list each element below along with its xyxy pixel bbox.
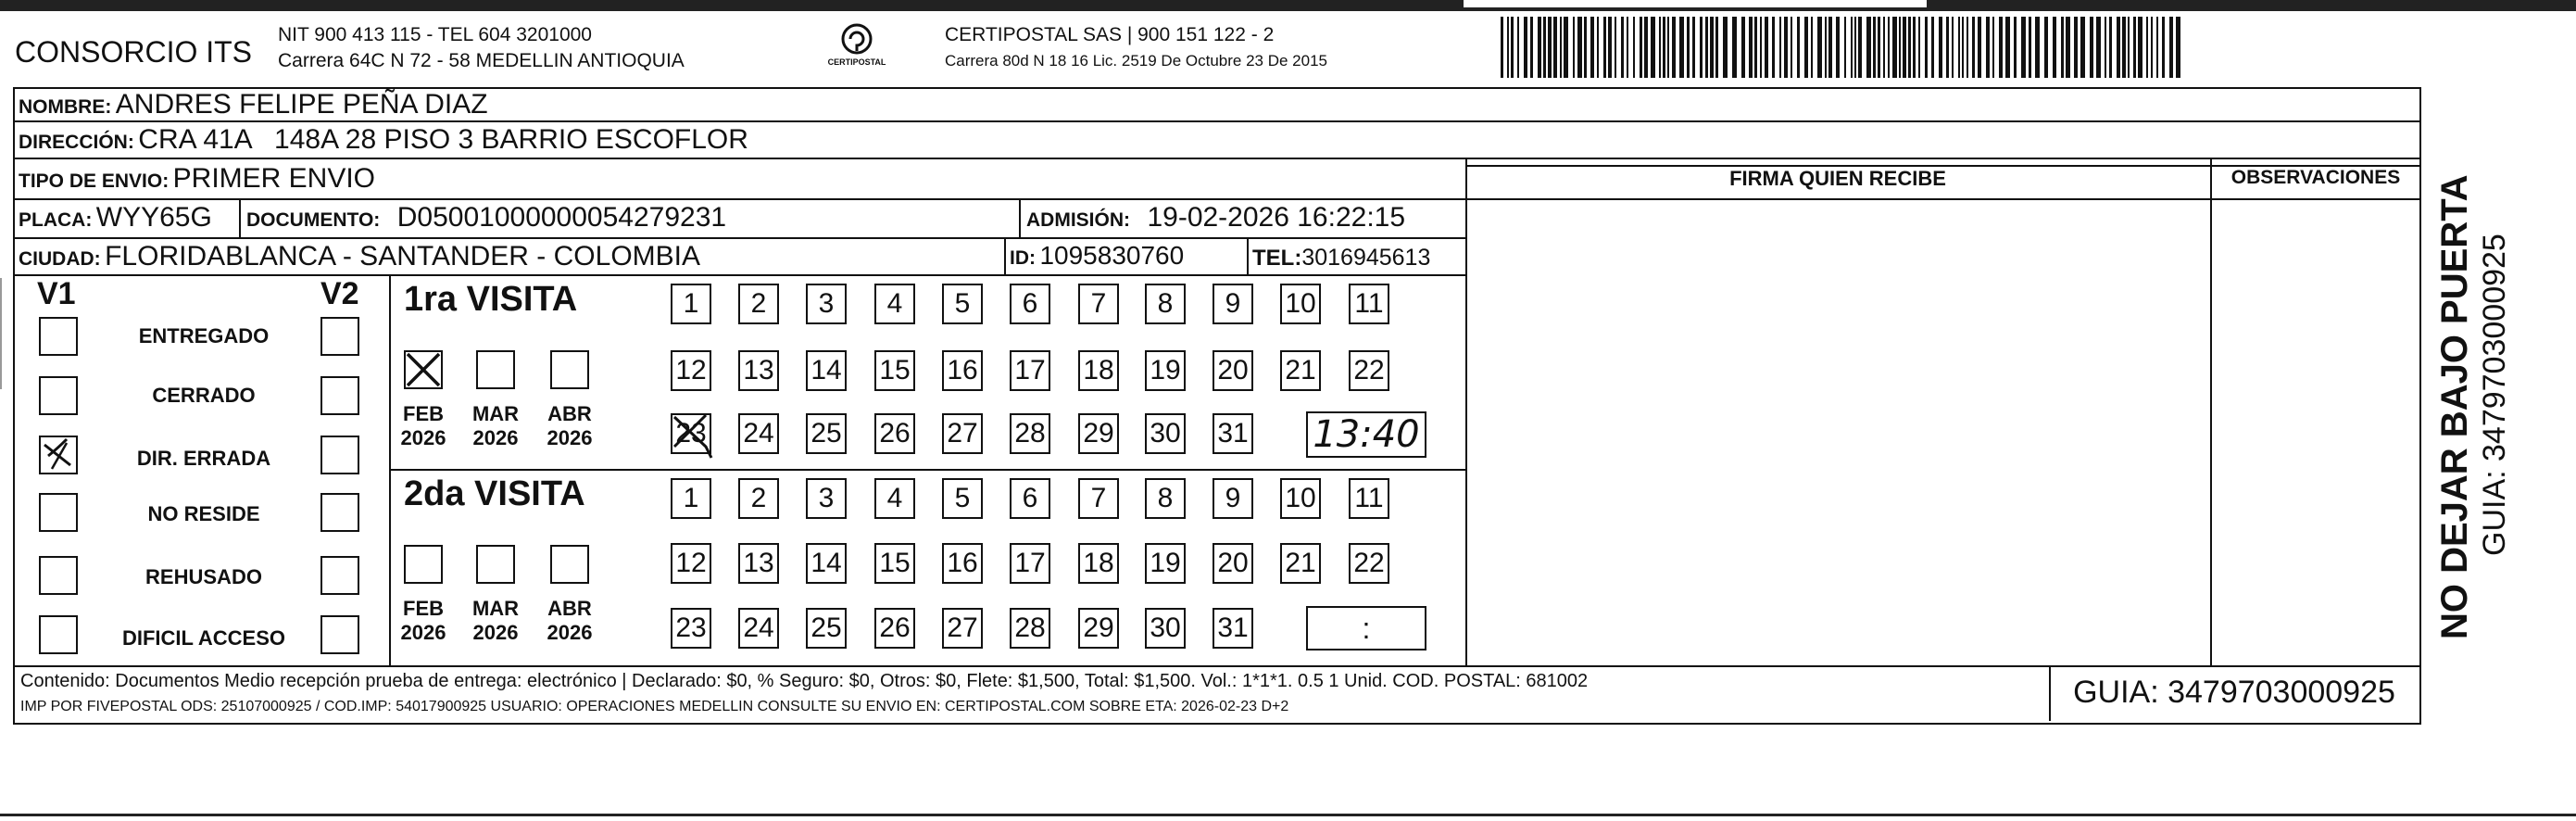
first-visit-day-8[interactable]: 8 xyxy=(1145,284,1186,324)
company-nit: NIT 900 413 115 - TEL 604 3201000 xyxy=(278,24,592,45)
second-visit-day-18[interactable]: 18 xyxy=(1078,543,1119,584)
first-visit-day-21[interactable]: 21 xyxy=(1280,350,1321,391)
first-visit-day-9[interactable]: 9 xyxy=(1213,284,1253,324)
ciudad-value: FLORIDABLANCA - SANTANDER - COLOMBIA xyxy=(105,241,700,272)
first-visit-day-4[interactable]: 4 xyxy=(874,284,915,324)
footer-guia-box: GUIA: 3479703000925 xyxy=(2073,675,2395,710)
tipo-row xyxy=(19,163,375,195)
v1-checkbox-dificil-acceso[interactable] xyxy=(39,615,78,654)
admision-row xyxy=(1026,202,1405,234)
first-visit-month-mar-box[interactable] xyxy=(476,350,515,389)
day-cross-mark-icon xyxy=(669,410,724,465)
tipo-label: TIPO DE ENVIO: xyxy=(19,171,170,192)
second-visit-time: : xyxy=(1362,612,1371,645)
second-visit-day-20[interactable]: 20 xyxy=(1213,543,1253,584)
admision-label: ADMISIÓN: xyxy=(1026,209,1130,231)
first-visit-month-feb-box[interactable] xyxy=(404,350,443,389)
first-visit-day-19[interactable]: 19 xyxy=(1145,350,1186,391)
courier-name: CERTIPOSTAL SAS | 900 151 122 - 2 xyxy=(945,24,1275,45)
documento-row xyxy=(246,202,726,234)
second-visit-day-23[interactable]: 23 xyxy=(671,608,711,649)
second-visit-day-7[interactable]: 7 xyxy=(1078,478,1119,519)
direccion-label: DIRECCIÓN: xyxy=(19,132,134,153)
v1-checkbox-cerrado[interactable] xyxy=(39,376,78,415)
first-visit-day-18[interactable]: 18 xyxy=(1078,350,1119,391)
first-visit-day-6[interactable]: 6 xyxy=(1010,284,1050,324)
first-visit-day-12[interactable]: 12 xyxy=(671,350,711,391)
first-visit-time: 13:40 xyxy=(1313,413,1420,456)
second-visit-day-28[interactable]: 28 xyxy=(1010,608,1050,649)
company-address: Carrera 64C N 72 - 58 MEDELLIN ANTIOQUIA xyxy=(278,50,685,71)
courier-license: Carrera 80d N 18 16 Lic. 2519 De Octubre 23 De 2015 xyxy=(945,52,1327,69)
id-row xyxy=(1010,241,1184,271)
first-visit-day-3[interactable]: 3 xyxy=(806,284,847,324)
second-visit-day-27[interactable]: 27 xyxy=(942,608,983,649)
second-visit-day-13[interactable]: 13 xyxy=(738,543,779,584)
footer-imp-line: IMP POR FIVEPOSTAL ODS: 25107000925 / COD.IMP: 54017900925 USUARIO: OPERACIONES MEDELLIN CONSULTE SU ENVIO EN: CERTIPOSTAL.COM SOBRE ETA: 2026-02-23 D+2 xyxy=(20,699,1289,714)
second-visit-day-16[interactable]: 16 xyxy=(942,543,983,584)
first-visit-day-13[interactable]: 13 xyxy=(738,350,779,391)
v1-checkbox-rehusado[interactable] xyxy=(39,556,78,595)
status-cerrado: CERRADO xyxy=(152,384,256,407)
tel-value: 3016945613 xyxy=(1301,245,1431,271)
second-visit-day-29[interactable]: 29 xyxy=(1078,608,1119,649)
observaciones-label: OBSERVACIONES xyxy=(2230,167,2401,188)
logo-text: CERTIPOSTAL xyxy=(827,57,886,67)
barcode xyxy=(1501,17,2186,78)
first-visit-title: 1ra VISITA xyxy=(404,280,578,319)
first-visit-day-29[interactable]: 29 xyxy=(1078,413,1119,454)
second-visit-mar-label: MAR 2026 xyxy=(471,597,520,644)
firma-label: FIRMA QUIEN RECIBE xyxy=(1729,167,1946,190)
tipo-value: PRIMER ENVIO xyxy=(172,163,376,194)
second-visit-day-14[interactable]: 14 xyxy=(806,543,847,584)
first-visit-day-14[interactable]: 14 xyxy=(806,350,847,391)
v1-checkbox-dir-errada[interactable] xyxy=(39,436,78,474)
v2-checkbox-cerrado[interactable] xyxy=(320,376,359,415)
admision-value: 19-02-2026 16:22:15 xyxy=(1147,202,1406,233)
v2-checkbox-no-reside[interactable] xyxy=(320,493,359,532)
status-rehusado: REHUSADO xyxy=(145,565,262,588)
second-visit-day-6[interactable]: 6 xyxy=(1010,478,1050,519)
second-visit-title: 2da VISITA xyxy=(404,474,585,513)
first-visit-day-5[interactable]: 5 xyxy=(942,284,983,324)
second-visit-day-30[interactable]: 30 xyxy=(1145,608,1186,649)
second-visit-day-26[interactable]: 26 xyxy=(874,608,915,649)
id-label: ID: xyxy=(1010,247,1036,269)
handwritten-check-icon xyxy=(39,436,78,474)
second-visit-month-feb-box[interactable] xyxy=(404,545,443,584)
tel-row xyxy=(1252,245,1430,272)
bottom-rule xyxy=(0,814,2576,816)
nombre-label: NOMBRE: xyxy=(19,96,112,118)
footer-content-line: Contenido: Documentos Medio recepción prueba de entrega: electrónico | Declarado: $0, % Seguro: $0, Otros: $0, Flete: $1,500, Total: $1,500. Vol.: 1*1*1. 0.5 1 Unid. COD. POSTAL: 681002 xyxy=(20,671,1589,691)
top-edge xyxy=(0,0,2576,11)
first-visit-day-10[interactable]: 10 xyxy=(1280,284,1321,324)
first-visit-day-1[interactable]: 1 xyxy=(671,284,711,324)
v2-checkbox-dificil-acceso[interactable] xyxy=(320,615,359,654)
ciudad-label: CIUDAD: xyxy=(19,248,101,270)
first-visit-day-16[interactable]: 16 xyxy=(942,350,983,391)
status-no-reside: NO RESIDE xyxy=(147,502,260,525)
tel-label: TEL: xyxy=(1252,246,1302,271)
second-visit-time-box[interactable] xyxy=(1306,606,1426,650)
documento-value: D05001000000054279231 xyxy=(396,202,727,233)
certipostal-logo xyxy=(815,20,898,76)
second-visit-day-21[interactable]: 21 xyxy=(1280,543,1321,584)
first-visit-day-15[interactable]: 15 xyxy=(874,350,915,391)
ciudad-row xyxy=(19,241,700,272)
second-visit-day-1[interactable]: 1 xyxy=(671,478,711,519)
first-visit-day-17[interactable]: 17 xyxy=(1010,350,1050,391)
second-visit-day-9[interactable]: 9 xyxy=(1213,478,1253,519)
top-edge-gap xyxy=(1464,0,1927,7)
first-visit-month-abr-box[interactable] xyxy=(550,350,589,389)
v1-checkbox-no-reside[interactable] xyxy=(39,493,78,532)
v2-checkbox-entregado[interactable] xyxy=(320,317,359,356)
nombre-value: ANDRES FELIPE PEÑA DIAZ xyxy=(115,89,488,120)
left-edge-mark xyxy=(0,278,2,389)
second-visit-day-2[interactable]: 2 xyxy=(738,478,779,519)
v1-checkbox-entregado[interactable] xyxy=(39,317,78,356)
second-visit-day-15[interactable]: 15 xyxy=(874,543,915,584)
second-visit-day-24[interactable]: 24 xyxy=(738,608,779,649)
first-visit-time-box[interactable] xyxy=(1306,411,1426,458)
placa-label: PLACA: xyxy=(19,209,93,231)
first-visit-day-30[interactable]: 30 xyxy=(1145,413,1186,454)
second-visit-day-12[interactable]: 12 xyxy=(671,543,711,584)
id-value: 1095830760 xyxy=(1039,241,1185,270)
first-visit-day-22[interactable]: 22 xyxy=(1349,350,1389,391)
second-visit-day-3[interactable]: 3 xyxy=(806,478,847,519)
company-name: CONSORCIO ITS xyxy=(15,35,253,69)
second-visit-abr-label: ABR 2026 xyxy=(547,597,593,644)
second-visit-day-25[interactable]: 25 xyxy=(806,608,847,649)
first-visit-day-2[interactable]: 2 xyxy=(738,284,779,324)
second-visit-day-4[interactable]: 4 xyxy=(874,478,915,519)
first-visit-day-31[interactable]: 31 xyxy=(1213,413,1253,454)
first-visit-day-11[interactable]: 11 xyxy=(1349,284,1389,324)
side-guia: GUIA: 3479703000925 xyxy=(2477,234,2512,556)
v2-label: V2 xyxy=(320,276,359,311)
first-visit-day-27[interactable]: 27 xyxy=(942,413,983,454)
direccion-value: CRA 41A 148A 28 PISO 3 BARRIO ESCOFLOR xyxy=(138,124,748,155)
second-visit-day-5[interactable]: 5 xyxy=(942,478,983,519)
status-entregado: ENTREGADO xyxy=(138,324,270,347)
first-visit-day-28[interactable]: 28 xyxy=(1010,413,1050,454)
second-visit-day-17[interactable]: 17 xyxy=(1010,543,1050,584)
second-visit-day-11[interactable]: 11 xyxy=(1349,478,1389,519)
second-visit-day-10[interactable]: 10 xyxy=(1280,478,1321,519)
v2-checkbox-dir-errada[interactable] xyxy=(320,436,359,474)
status-dir-errada: DIR. ERRADA xyxy=(136,447,271,470)
first-visit-day-25[interactable]: 25 xyxy=(806,413,847,454)
first-visit-day-26[interactable]: 26 xyxy=(874,413,915,454)
second-visit-day-22[interactable]: 22 xyxy=(1349,543,1389,584)
direccion-row xyxy=(19,124,748,156)
first-visit-mar-label: MAR 2026 xyxy=(471,402,520,449)
documento-label: DOCUMENTO: xyxy=(246,209,381,231)
second-visit-day-19[interactable]: 19 xyxy=(1145,543,1186,584)
first-visit-abr-label: ABR 2026 xyxy=(547,402,593,449)
nombre-row xyxy=(19,89,488,120)
v1-label: V1 xyxy=(37,276,76,311)
side-no-dejar: NO DEJAR BAJO PUERTA xyxy=(2434,174,2475,639)
second-visit-day-8[interactable]: 8 xyxy=(1145,478,1186,519)
status-dificil-acceso: DIFICIL ACCESO xyxy=(121,626,285,650)
first-visit-day-23[interactable]: 23 xyxy=(671,413,711,454)
v2-checkbox-rehusado[interactable] xyxy=(320,556,359,595)
second-visit-feb-label: FEB 2026 xyxy=(400,597,446,644)
first-visit-day-20[interactable]: 20 xyxy=(1213,350,1253,391)
placa-value: WYY65G xyxy=(95,202,212,233)
first-visit-day-24[interactable]: 24 xyxy=(738,413,779,454)
second-visit-month-mar-box[interactable] xyxy=(476,545,515,584)
second-visit-day-31[interactable]: 31 xyxy=(1213,608,1253,649)
second-visit-month-abr-box[interactable] xyxy=(550,545,589,584)
placa-row xyxy=(19,202,212,234)
cross-mark-icon xyxy=(404,350,443,389)
first-visit-feb-label: FEB 2026 xyxy=(400,402,446,449)
first-visit-day-7[interactable]: 7 xyxy=(1078,284,1119,324)
